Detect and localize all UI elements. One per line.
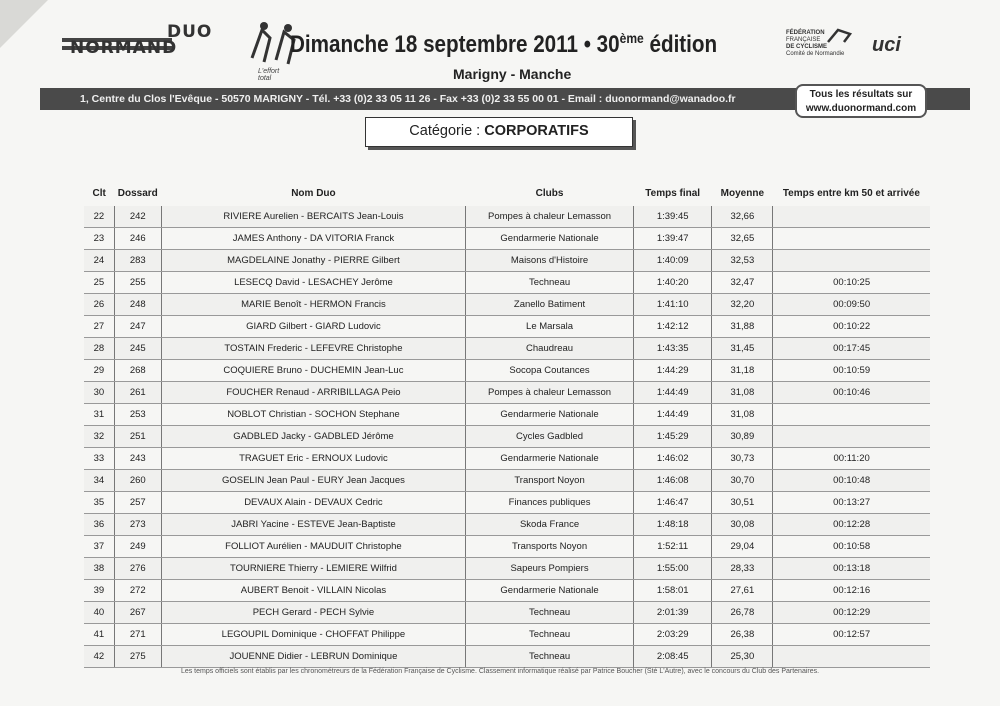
cell-temps: 1:55:00 bbox=[633, 558, 712, 580]
cell-temps: 1:40:20 bbox=[633, 272, 712, 294]
category-box bbox=[365, 117, 633, 147]
cell-nom: JOUENNE Didier - LEBRUN Dominique bbox=[161, 646, 465, 668]
cell-temps: 1:44:49 bbox=[633, 382, 712, 404]
cell-moyenne: 31,08 bbox=[712, 404, 773, 426]
cell-ecart: 00:10:22 bbox=[773, 316, 930, 338]
cell-temps: 1:46:47 bbox=[633, 492, 712, 514]
cell-moyenne: 28,33 bbox=[712, 558, 773, 580]
logo-text-normand: NORMAND bbox=[70, 38, 178, 58]
cell-moyenne: 31,45 bbox=[712, 338, 773, 360]
table-row bbox=[84, 360, 930, 382]
cell-temps: 1:52:11 bbox=[633, 536, 712, 558]
cell-nom: MAGDELAINE Jonathy - PIERRE Gilbert bbox=[161, 250, 465, 272]
cell-ecart: 00:12:29 bbox=[773, 602, 930, 624]
table-row bbox=[84, 272, 930, 294]
cell-temps: 1:58:01 bbox=[633, 580, 712, 602]
cell-club: Chaudreau bbox=[466, 338, 634, 360]
cell-moyenne: 30,89 bbox=[712, 426, 773, 448]
table-row bbox=[84, 426, 930, 448]
cell-clt: 31 bbox=[84, 404, 114, 426]
cell-ecart: 00:10:46 bbox=[773, 382, 930, 404]
cell-clt: 34 bbox=[84, 470, 114, 492]
cell-nom: JABRI Yacine - ESTEVE Jean-Baptiste bbox=[161, 514, 465, 536]
cell-dossard: 268 bbox=[114, 360, 161, 382]
cell-moyenne: 32,20 bbox=[712, 294, 773, 316]
cell-clt: 37 bbox=[84, 536, 114, 558]
cell-dossard: 257 bbox=[114, 492, 161, 514]
table-row bbox=[84, 228, 930, 250]
cell-club: Pompes à chaleur Lemasson bbox=[466, 382, 634, 404]
cell-moyenne: 25,30 bbox=[712, 646, 773, 668]
ffc-line: Comité de Normandie bbox=[786, 51, 845, 57]
col-header-clubs: Clubs bbox=[535, 187, 564, 199]
cell-clt: 28 bbox=[84, 338, 114, 360]
cell-moyenne: 32,53 bbox=[712, 250, 773, 272]
cell-nom: PECH Gerard - PECH Sylvie bbox=[161, 602, 465, 624]
cell-temps: 2:01:39 bbox=[633, 602, 712, 624]
cell-temps: 1:45:29 bbox=[633, 426, 712, 448]
cell-club: Maisons d'Histoire bbox=[466, 250, 634, 272]
cell-ecart: 00:11:20 bbox=[773, 448, 930, 470]
title-end: édition bbox=[643, 31, 718, 58]
cell-clt: 26 bbox=[84, 294, 114, 316]
cell-ecart bbox=[773, 228, 930, 250]
ffc-line: FÉDÉRATION bbox=[786, 30, 825, 36]
cell-dossard: 275 bbox=[114, 646, 161, 668]
ffc-line: DE CYCLISME bbox=[786, 44, 828, 50]
cell-moyenne: 31,18 bbox=[712, 360, 773, 382]
table-row bbox=[84, 492, 930, 514]
cell-moyenne: 26,78 bbox=[712, 602, 773, 624]
table-row bbox=[84, 470, 930, 492]
cell-dossard: 283 bbox=[114, 250, 161, 272]
cell-club: Gendarmerie Nationale bbox=[466, 404, 634, 426]
title-main: Dimanche 18 septembre 2011 • 30 bbox=[290, 31, 620, 58]
table-row bbox=[84, 382, 930, 404]
cell-clt: 36 bbox=[84, 514, 114, 536]
cell-clt: 25 bbox=[84, 272, 114, 294]
cell-clt: 29 bbox=[84, 360, 114, 382]
cell-club: Finances publiques bbox=[466, 492, 634, 514]
results-line: Tous les résultats sur bbox=[809, 89, 913, 100]
cell-club: Zanello Batiment bbox=[466, 294, 634, 316]
cell-dossard: 246 bbox=[114, 228, 161, 250]
cell-temps: 2:08:45 bbox=[633, 646, 712, 668]
cell-nom: NOBLOT Christian - SOCHON Stephane bbox=[161, 404, 465, 426]
cell-ecart bbox=[773, 250, 930, 272]
cell-dossard: 271 bbox=[114, 624, 161, 646]
cell-moyenne: 32,65 bbox=[712, 228, 773, 250]
cell-temps: 2:03:29 bbox=[633, 624, 712, 646]
cell-club: Cycles Gadbled bbox=[466, 426, 634, 448]
cell-club: Sapeurs Pompiers bbox=[466, 558, 634, 580]
cell-clt: 23 bbox=[84, 228, 114, 250]
cell-nom: GOSELIN Jean Paul - EURY Jean Jacques bbox=[161, 470, 465, 492]
logo-caption: L'effort total bbox=[258, 68, 280, 82]
cell-moyenne: 27,61 bbox=[712, 580, 773, 602]
cell-clt: 35 bbox=[84, 492, 114, 514]
cell-clt: 39 bbox=[84, 580, 114, 602]
cell-club: Socopa Coutances bbox=[466, 360, 634, 382]
cell-temps: 1:40:09 bbox=[633, 250, 712, 272]
cell-clt: 22 bbox=[84, 206, 114, 228]
cell-clt: 40 bbox=[84, 602, 114, 624]
cell-ecart: 00:12:57 bbox=[773, 624, 930, 646]
cell-dossard: 272 bbox=[114, 580, 161, 602]
table-row bbox=[84, 646, 930, 668]
cell-ecart: 00:12:16 bbox=[773, 580, 930, 602]
duo-normand-logo bbox=[62, 22, 280, 82]
table-row bbox=[84, 448, 930, 470]
footer-note: Les temps officiels sont établis par les chronométreurs de la Fédération Française de Cyclisme. Classement informatique réalisé par Patrice Boucher (Sté L'Autre), avec le concours du Club des Partenaires. bbox=[180, 668, 820, 675]
table-row bbox=[84, 580, 930, 602]
cell-moyenne: 26,38 bbox=[712, 624, 773, 646]
results-url: www.duonormand.com bbox=[805, 103, 917, 114]
cell-dossard: 273 bbox=[114, 514, 161, 536]
table-row bbox=[84, 558, 930, 580]
table-header-row bbox=[84, 180, 930, 206]
table-row bbox=[84, 624, 930, 646]
cell-club: Gendarmerie Nationale bbox=[466, 448, 634, 470]
cell-temps: 1:46:08 bbox=[633, 470, 712, 492]
cell-nom: TRAGUET Eric - ERNOUX Ludovic bbox=[161, 448, 465, 470]
col-header-nom: Nom Duo bbox=[291, 187, 336, 199]
cell-ecart: 00:10:58 bbox=[773, 536, 930, 558]
cell-nom: LEGOUPIL Dominique - CHOFFAT Philippe bbox=[161, 624, 465, 646]
cell-dossard: 249 bbox=[114, 536, 161, 558]
cell-ecart: 00:10:48 bbox=[773, 470, 930, 492]
folded-corner bbox=[0, 0, 48, 48]
cell-nom: MARIE Benoît - HERMON Francis bbox=[161, 294, 465, 316]
cell-nom: TOSTAIN Frederic - LEFEVRE Christophe bbox=[161, 338, 465, 360]
table-row bbox=[84, 338, 930, 360]
col-header-clt: Clt bbox=[92, 187, 106, 199]
cell-moyenne: 29,04 bbox=[712, 536, 773, 558]
cell-clt: 32 bbox=[84, 426, 114, 448]
table-row bbox=[84, 602, 930, 624]
cell-temps: 1:44:29 bbox=[633, 360, 712, 382]
cell-dossard: 267 bbox=[114, 602, 161, 624]
cell-club: Techneau bbox=[466, 624, 634, 646]
cell-moyenne: 31,88 bbox=[712, 316, 773, 338]
cell-temps: 1:39:45 bbox=[633, 206, 712, 228]
category-label: Catégorie : bbox=[409, 123, 485, 139]
col-header-ecart: Temps entre km 50 et arrivée bbox=[782, 187, 920, 199]
table-row bbox=[84, 316, 930, 338]
cell-dossard: 261 bbox=[114, 382, 161, 404]
cell-clt: 33 bbox=[84, 448, 114, 470]
table-row bbox=[84, 514, 930, 536]
cell-temps: 1:44:49 bbox=[633, 404, 712, 426]
cell-temps: 1:41:10 bbox=[633, 294, 712, 316]
cell-moyenne: 31,08 bbox=[712, 382, 773, 404]
cell-clt: 38 bbox=[84, 558, 114, 580]
cell-nom: GIARD Gilbert - GIARD Ludovic bbox=[161, 316, 465, 338]
cell-dossard: 276 bbox=[114, 558, 161, 580]
title-sup: ème bbox=[619, 30, 644, 46]
cell-nom: AUBERT Benoit - VILLAIN Nicolas bbox=[161, 580, 465, 602]
cell-club: Le Marsala bbox=[466, 316, 634, 338]
page-subtitle: Marigny - Manche bbox=[453, 66, 572, 82]
cell-nom: DEVAUX Alain - DEVAUX Cedric bbox=[161, 492, 465, 514]
cell-ecart bbox=[773, 206, 930, 228]
cell-clt: 30 bbox=[84, 382, 114, 404]
table-row bbox=[84, 294, 930, 316]
cell-dossard: 255 bbox=[114, 272, 161, 294]
cell-nom: LESECQ David - LESACHEY Jerôme bbox=[161, 272, 465, 294]
cell-moyenne: 32,66 bbox=[712, 206, 773, 228]
cell-dossard: 260 bbox=[114, 470, 161, 492]
page-title bbox=[290, 30, 717, 59]
cell-ecart: 00:13:27 bbox=[773, 492, 930, 514]
uci-logo: uci bbox=[872, 34, 901, 56]
cell-club: Gendarmerie Nationale bbox=[466, 228, 634, 250]
cell-ecart bbox=[773, 426, 930, 448]
cell-club: Techneau bbox=[466, 602, 634, 624]
cell-nom: TOURNIERE Thierry - LEMIERE Wilfrid bbox=[161, 558, 465, 580]
cell-club: Skoda France bbox=[466, 514, 634, 536]
cell-club: Pompes à chaleur Lemasson bbox=[466, 206, 634, 228]
cell-dossard: 248 bbox=[114, 294, 161, 316]
cell-clt: 41 bbox=[84, 624, 114, 646]
cell-moyenne: 30,08 bbox=[712, 514, 773, 536]
cell-club: Gendarmerie Nationale bbox=[466, 580, 634, 602]
cell-ecart bbox=[773, 404, 930, 426]
ffc-line: FRANÇAISE bbox=[786, 37, 821, 43]
cell-ecart: 00:09:50 bbox=[773, 294, 930, 316]
cell-clt: 42 bbox=[84, 646, 114, 668]
category-value: CORPORATIFS bbox=[484, 123, 589, 139]
cell-temps: 1:48:18 bbox=[633, 514, 712, 536]
cell-nom: JAMES Anthony - DA VITORIA Franck bbox=[161, 228, 465, 250]
col-header-dossard: Dossard bbox=[117, 187, 158, 199]
cell-dossard: 247 bbox=[114, 316, 161, 338]
cell-dossard: 242 bbox=[114, 206, 161, 228]
cell-ecart: 00:12:28 bbox=[773, 514, 930, 536]
cell-dossard: 245 bbox=[114, 338, 161, 360]
cell-ecart: 00:10:59 bbox=[773, 360, 930, 382]
cell-temps: 1:42:12 bbox=[633, 316, 712, 338]
cell-club: Techneau bbox=[466, 646, 634, 668]
cell-ecart bbox=[773, 646, 930, 668]
table-row bbox=[84, 250, 930, 272]
cell-nom: FOUCHER Renaud - ARRIBILLAGA Peio bbox=[161, 382, 465, 404]
cell-club: Transports Noyon bbox=[466, 536, 634, 558]
cell-ecart: 00:17:45 bbox=[773, 338, 930, 360]
col-header-moyenne: Moyenne bbox=[720, 187, 765, 199]
cell-dossard: 243 bbox=[114, 448, 161, 470]
cell-temps: 1:43:35 bbox=[633, 338, 712, 360]
cell-dossard: 251 bbox=[114, 426, 161, 448]
cell-moyenne: 30,70 bbox=[712, 470, 773, 492]
results-website-badge bbox=[795, 84, 927, 118]
cell-nom: FOLLIOT Aurélien - MAUDUIT Christophe bbox=[161, 536, 465, 558]
cell-moyenne: 32,47 bbox=[712, 272, 773, 294]
cell-nom: RIVIERE Aurelien - BERCAITS Jean-Louis bbox=[161, 206, 465, 228]
cell-dossard: 253 bbox=[114, 404, 161, 426]
ffc-text bbox=[786, 30, 844, 58]
cell-moyenne: 30,73 bbox=[712, 448, 773, 470]
results-table bbox=[84, 180, 930, 668]
cell-club: Transport Noyon bbox=[466, 470, 634, 492]
cell-temps: 1:46:02 bbox=[633, 448, 712, 470]
cell-temps: 1:39:47 bbox=[633, 228, 712, 250]
address-bar: 1, Centre du Clos l'Evêque - 50570 MARIGNY - Tél. +33 (0)2 33 05 11 26 - Fax +33 (0)2 33 55 00 01 - Email : duonormand@wanadoo.fr bbox=[40, 88, 970, 110]
cell-club: Techneau bbox=[466, 272, 634, 294]
cell-nom: COQUIERE Bruno - DUCHEMIN Jean-Luc bbox=[161, 360, 465, 382]
col-header-temps: Temps final bbox=[645, 187, 701, 199]
cell-nom: GADBLED Jacky - GADBLED Jérôme bbox=[161, 426, 465, 448]
table-row bbox=[84, 206, 930, 228]
cell-clt: 24 bbox=[84, 250, 114, 272]
cell-clt: 27 bbox=[84, 316, 114, 338]
logo-text-duo: DUO bbox=[167, 22, 213, 42]
cell-ecart: 00:10:25 bbox=[773, 272, 930, 294]
ffc-logo bbox=[786, 26, 858, 76]
cell-moyenne: 30,51 bbox=[712, 492, 773, 514]
table-row bbox=[84, 404, 930, 426]
cell-ecart: 00:13:18 bbox=[773, 558, 930, 580]
table-row bbox=[84, 536, 930, 558]
